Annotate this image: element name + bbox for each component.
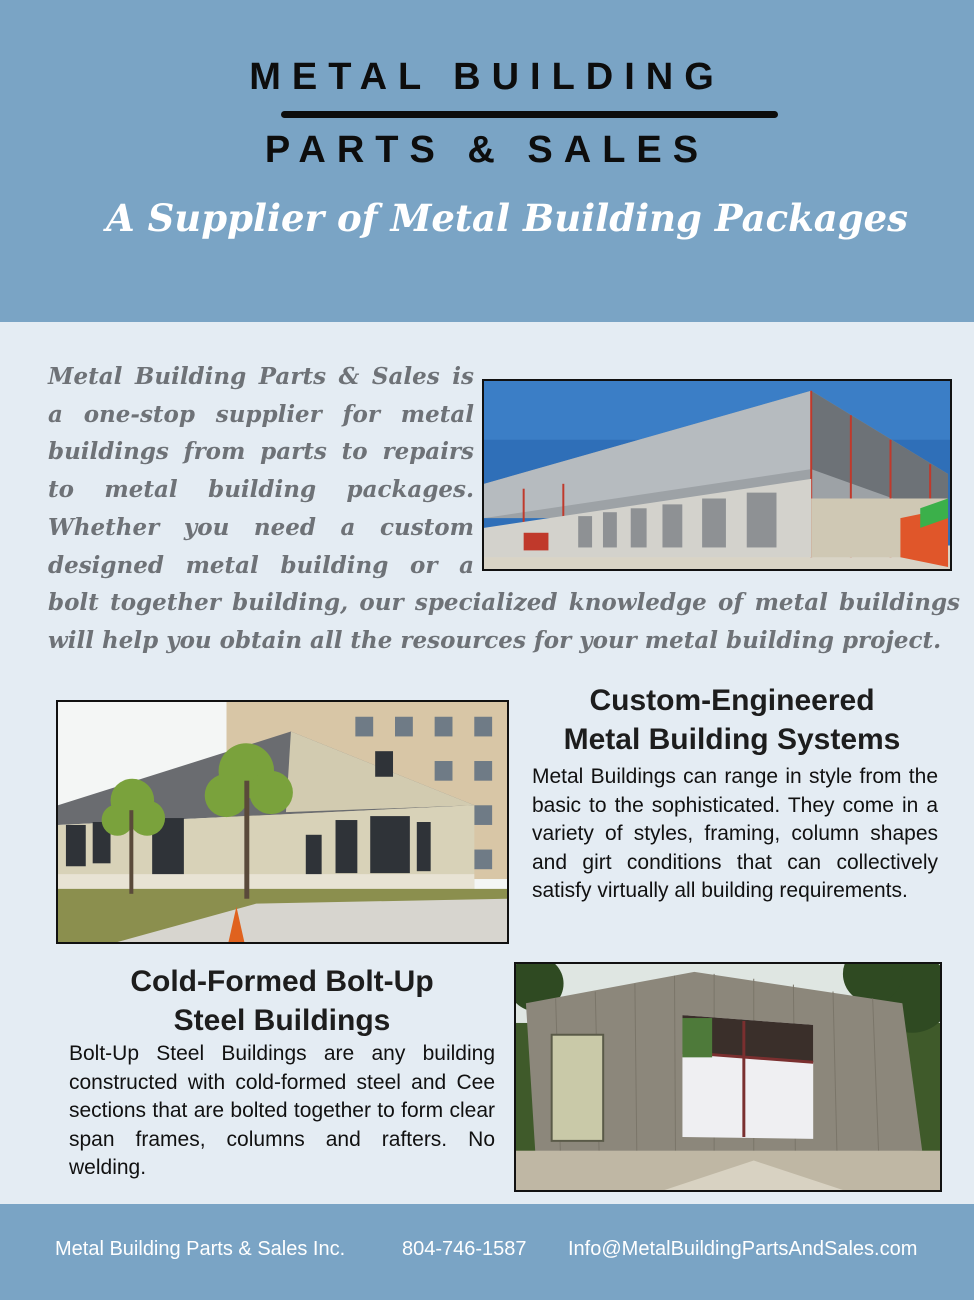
custom-engineered-body: Metal Buildings can range in style from the basic to the sophisticated. They come in a variety of styles, framing, column shapes and girt conditions that can collectively satisfy virtually all building requirements. — [532, 765, 938, 902]
custom-engineered-heading — [530, 681, 934, 759]
bolt-up-steel-building-photo — [514, 962, 942, 1192]
two-story-building-photo — [56, 700, 509, 944]
tagline: A Supplier of Metal Building Packages — [105, 196, 908, 240]
title-divider — [281, 111, 778, 118]
intro-section — [48, 358, 960, 660]
intro-text: Metal Building Parts & Sales is a one-stop supplier for metal buildings from parts to repairs to metal building packages. Whether you need a custom designed metal building or a bolt together building, our specialized knowledge of metal buildings will help you obtain all the resources for your metal building project. — [48, 363, 960, 654]
company-title-line2: PARTS & SALES — [264, 129, 710, 171]
cold-formed-heading-line2: Steel Buildings — [173, 1004, 391, 1037]
warehouse-construction-photo — [482, 379, 952, 571]
footer-email: Info@MetalBuildingPartsAndSales.com — [568, 1238, 918, 1260]
footer-bar — [0, 1204, 974, 1300]
cold-formed-body: Bolt-Up Steel Buildings are any building constructed with cold-formed steel and Cee sections that are bolted together to form clear span frames, columns and rafters. No welding. — [69, 1042, 495, 1179]
cold-formed-heading — [70, 962, 494, 1040]
cold-formed-heading-line1: Cold-Formed Bolt-Up — [130, 965, 434, 998]
custom-heading-line1: Custom-Engineered — [589, 684, 875, 717]
custom-heading-line2: Metal Building Systems — [563, 723, 901, 756]
company-title-line1: METAL BUILDING — [249, 56, 725, 98]
header-banner — [0, 0, 974, 322]
footer-phone: 804-746-1587 — [402, 1238, 527, 1260]
footer-company: Metal Building Parts & Sales Inc. — [55, 1238, 346, 1260]
